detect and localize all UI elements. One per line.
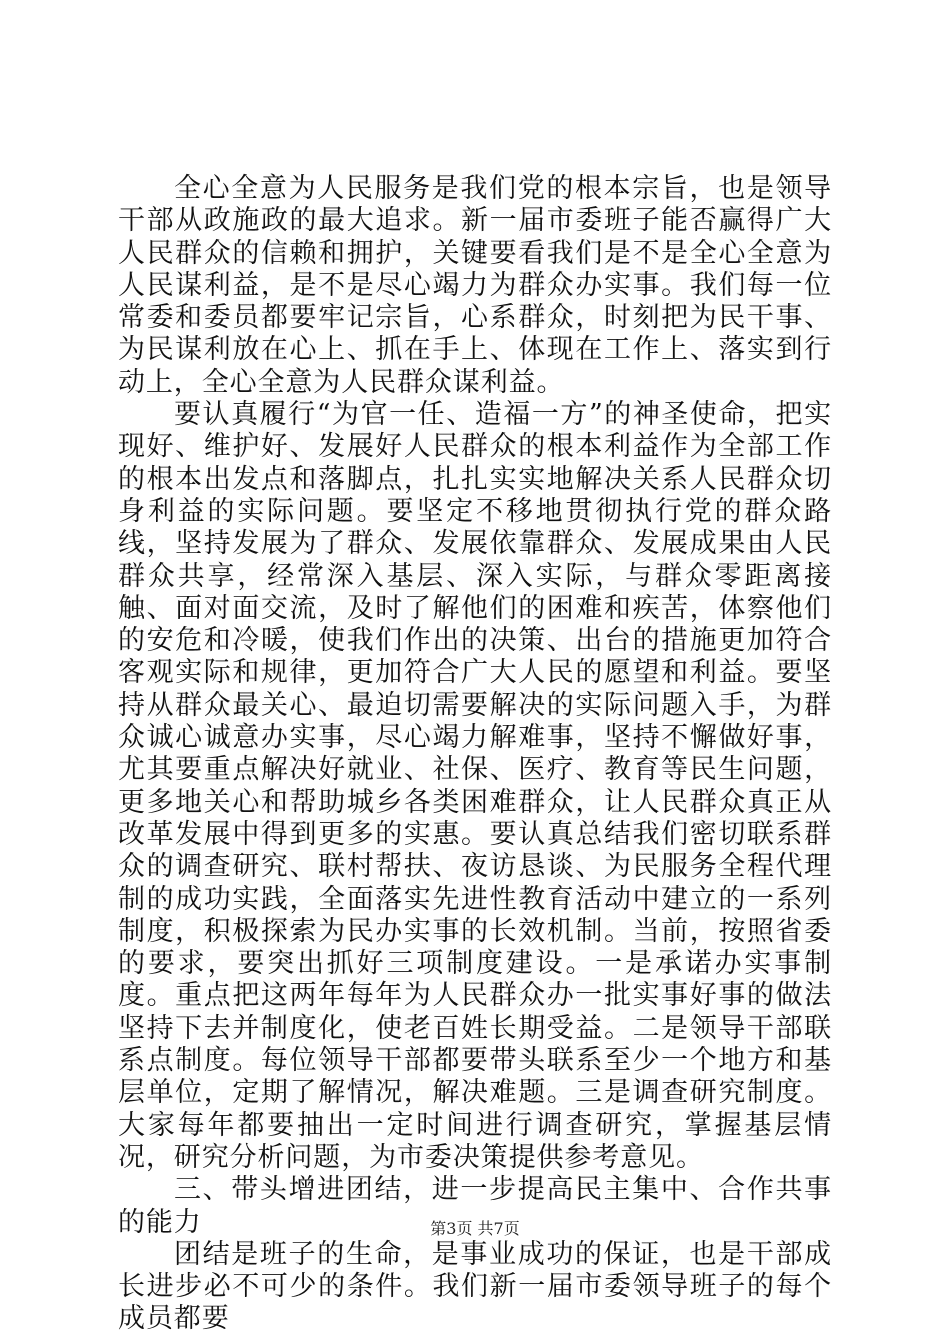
paragraph-unity: 团结是班子的生命，是事业成功的保证，也是干部成长进步必不可少的条件。我们新一届市委领导班子的每个成员都要 [118, 1238, 832, 1335]
section-heading-unity: 三、带头增进团结，进一步提高民主集中、合作共事的能力 [118, 1174, 832, 1238]
page-number: 第3页 共7页 [430, 1219, 520, 1238]
paragraph-mission: 要认真履行“为官一任、造福一方”的神圣使命，把实现好、维护好、发展好人民群众的根本利益作为全部工作的根本出发点和落脚点，扎扎实实地解决关系人民群众切身利益的实际问题。要坚定不移地贯彻执行党的群众路线，坚持发展为了群众、发展依靠群众、发展成果由人民群众共享，经常深入基层、深入实际，与群众零距离接触、面对面交流，及时了解他们的困难和疾苦，体察他们的安危和冷暖，使我们作出的决策、出台的措施更加符合客观实际和规律，更加符合广大人民的愿望和利益。要坚持从群众最关心、最迫切需要解决的实际问题入手，为群众诚心诚意办实事，尽心竭力解难事，坚持不懈做好事，尤其要重点解决好就业、社保、医疗、教育等民生问题，更多地关心和帮助城乡各类困难群众，让人民群众真正从改革发展中得到更多的实惠。要认真总结我们密切联系群众的调查研究、联村帮扶、夜访恳谈、为民服务全程代理制的成功实践，全面落实先进性教育活动中建立的一系列制度，积极探索为民办实事的长效机制。当前，按照省委的要求，要突出抓好三项制度建设。一是承诺办实事制度。重点把这两年每年为人民群众办一批实事好事的做法坚持下去并制度化，使老百姓长期受益。二是领导干部联系点制度。每位领导干部都要带头联系至少一个地方和基层单位，定期了解情况，解决难题。三是调查研究制度。大家每年都要抽出一定时间进行调查研究，掌握基层情况，研究分析问题，为市委决策提供参考意见。 [118, 399, 832, 1173]
document-body [118, 173, 832, 1336]
paragraph-purpose: 全心全意为人民服务是我们党的根本宗旨，也是领导干部从政施政的最大追求。新一届市委班子能否赢得广大人民群众的信赖和拥护，关键要看我们是不是全心全意为人民谋利益，是不是尽心竭力为群众办实事。我们每一位常委和委员都要牢记宗旨，心系群众，时刻把为民干事、为民谋利放在心上、抓在手上、体现在工作上、落实到行动上，全心全意为人民群众谋利益。 [118, 173, 832, 398]
